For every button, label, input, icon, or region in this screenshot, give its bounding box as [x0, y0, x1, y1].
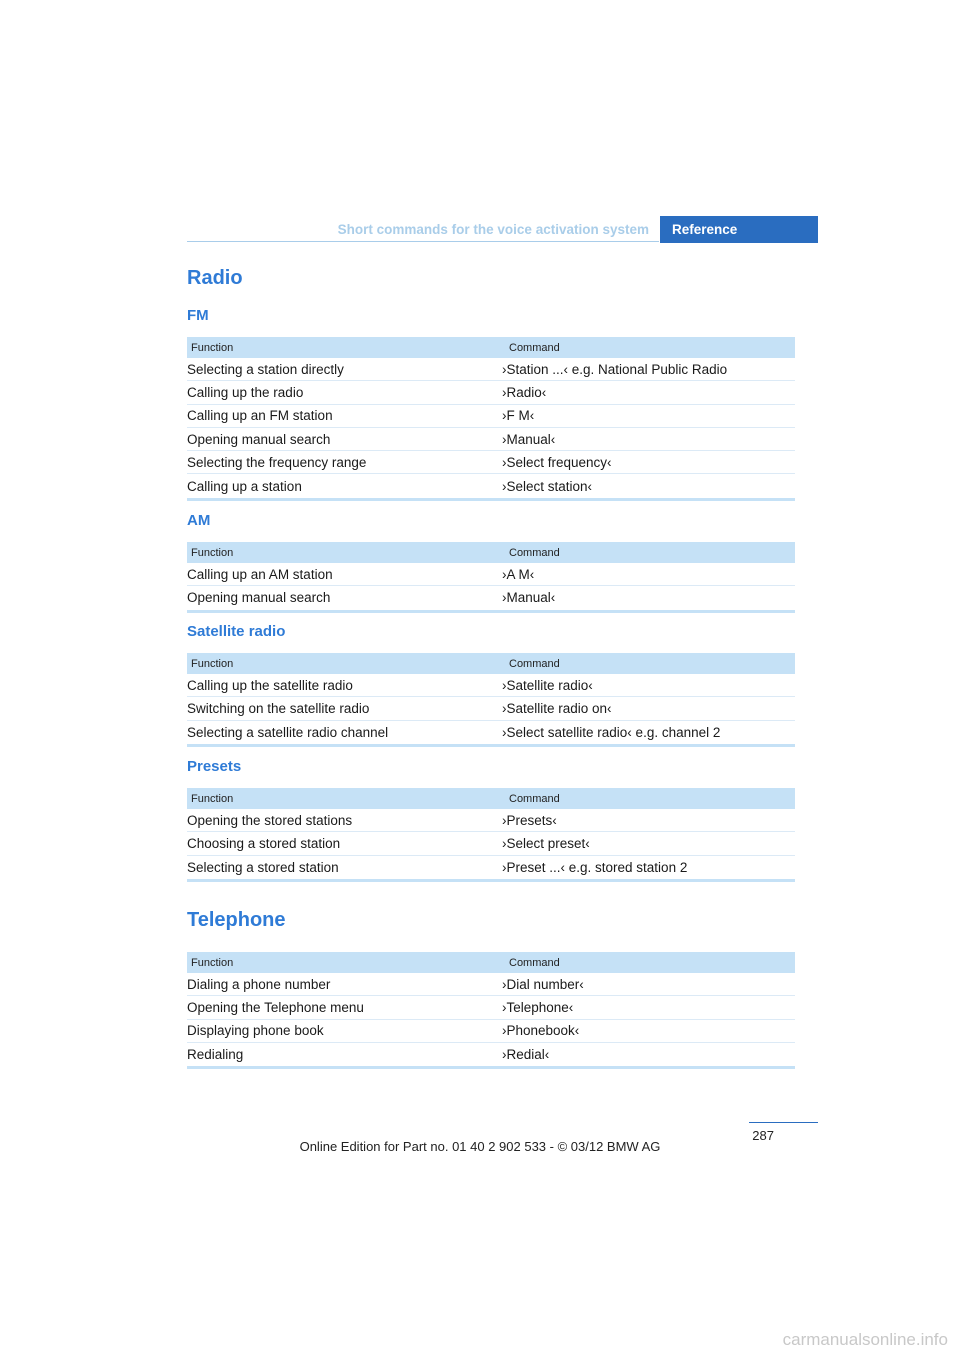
table-row — [187, 428, 795, 451]
subsection-title-presets: Presets — [187, 758, 242, 775]
table-bottom-rule — [187, 879, 795, 882]
cell-command: ›Dial number‹ — [502, 976, 584, 992]
cell-function: Selecting a station directly — [187, 361, 344, 377]
table-row — [187, 586, 795, 609]
table-bottom-rule — [187, 610, 795, 613]
header-tab-reference: Reference — [660, 216, 818, 243]
table-row — [187, 474, 795, 497]
table-row — [187, 381, 795, 404]
table-header — [187, 337, 795, 358]
table-row — [187, 832, 795, 855]
cell-command: ›F M‹ — [502, 408, 535, 424]
watermark: carmanualsonline.info — [782, 1330, 948, 1349]
cell-command: ›Radio‹ — [502, 384, 547, 400]
header-rule — [187, 241, 659, 242]
cell-function: Opening the stored stations — [187, 812, 353, 828]
table-row — [187, 451, 795, 474]
table-row — [187, 1020, 795, 1043]
satellite-table — [187, 653, 795, 747]
cell-function: Selecting a satellite radio channel — [187, 724, 389, 740]
table-row — [187, 405, 795, 428]
presets-table — [187, 788, 795, 882]
cell-command: ›Select station‹ — [502, 478, 593, 494]
cell-function: Opening manual search — [187, 431, 331, 447]
fm-table — [187, 337, 795, 501]
column-header-command: Command — [509, 341, 560, 354]
cell-command: ›Manual‹ — [502, 590, 556, 606]
am-table — [187, 542, 795, 613]
column-header-function: Function — [191, 657, 234, 670]
column-header-command: Command — [509, 792, 560, 805]
cell-function: Calling up the satellite radio — [187, 677, 353, 693]
column-header-function: Function — [191, 546, 234, 559]
cell-function: Opening the Telephone menu — [187, 999, 364, 1015]
column-header-command: Command — [509, 546, 560, 559]
cell-command: ›Select frequency‹ — [502, 454, 612, 470]
column-header-function: Function — [191, 792, 234, 805]
cell-function: Selecting a stored station — [187, 859, 339, 875]
cell-command: ›A M‹ — [502, 566, 535, 582]
cell-function: Redialing — [187, 1047, 244, 1063]
table-row — [187, 996, 795, 1019]
cell-command: ›Phonebook‹ — [502, 1023, 580, 1039]
section-title-telephone: Telephone — [187, 909, 286, 931]
column-header-command: Command — [509, 956, 560, 969]
cell-command: ›Manual‹ — [502, 431, 556, 447]
table-row — [187, 973, 795, 996]
cell-command: ›Presets‹ — [502, 812, 557, 828]
table-bottom-rule — [187, 744, 795, 747]
table-row — [187, 358, 795, 381]
table-header — [187, 952, 795, 973]
table-row — [187, 563, 795, 586]
cell-function: Displaying phone book — [187, 1023, 324, 1039]
column-header-command: Command — [509, 657, 560, 670]
table-bottom-rule — [187, 1066, 795, 1069]
subsection-title-fm: FM — [187, 307, 209, 324]
footer-rule — [749, 1122, 818, 1123]
edition-line: Online Edition for Part no. 01 40 2 902 533 - © 03/12 BMW AG — [299, 1139, 661, 1154]
section-title-radio: Radio — [187, 267, 243, 289]
table-header — [187, 542, 795, 563]
cell-command: ›Preset ...‹ e.g. stored station 2 — [502, 859, 688, 875]
header-title: Short commands for the voice activation system — [337, 222, 649, 237]
cell-command: ›Select satellite radio‹ e.g. channel 2 — [502, 724, 721, 740]
cell-function: Calling up a station — [187, 478, 302, 494]
subsection-title-am: AM — [187, 512, 211, 529]
table-row — [187, 721, 795, 744]
table-row — [187, 1043, 795, 1066]
cell-command: ›Station ...‹ e.g. National Public Radio — [502, 361, 728, 377]
table-row — [187, 809, 795, 832]
cell-function: Calling up an AM station — [187, 566, 333, 582]
table-header — [187, 653, 795, 674]
cell-function: Opening manual search — [187, 590, 331, 606]
column-header-function: Function — [191, 956, 234, 969]
cell-command: ›Redial‹ — [502, 1047, 550, 1063]
cell-command: ›Satellite radio on‹ — [502, 700, 612, 716]
cell-command: ›Telephone‹ — [502, 999, 574, 1015]
cell-function: Calling up an FM station — [187, 408, 333, 424]
table-row — [187, 697, 795, 720]
cell-function: Selecting the frequency range — [187, 454, 367, 470]
cell-command: ›Satellite radio‹ — [502, 677, 593, 693]
telephone-table — [187, 952, 795, 1069]
table-header — [187, 788, 795, 809]
page-number: 287 — [752, 1128, 774, 1143]
table-bottom-rule — [187, 498, 795, 501]
subsection-title-satellite: Satellite radio — [187, 623, 286, 640]
table-row — [187, 674, 795, 697]
table-row — [187, 856, 795, 879]
cell-command: ›Select preset‹ — [502, 835, 590, 851]
cell-function: Dialing a phone number — [187, 976, 331, 992]
cell-function: Calling up the radio — [187, 384, 304, 400]
cell-function: Choosing a stored station — [187, 835, 341, 851]
column-header-function: Function — [191, 341, 234, 354]
cell-function: Switching on the satellite radio — [187, 700, 370, 716]
